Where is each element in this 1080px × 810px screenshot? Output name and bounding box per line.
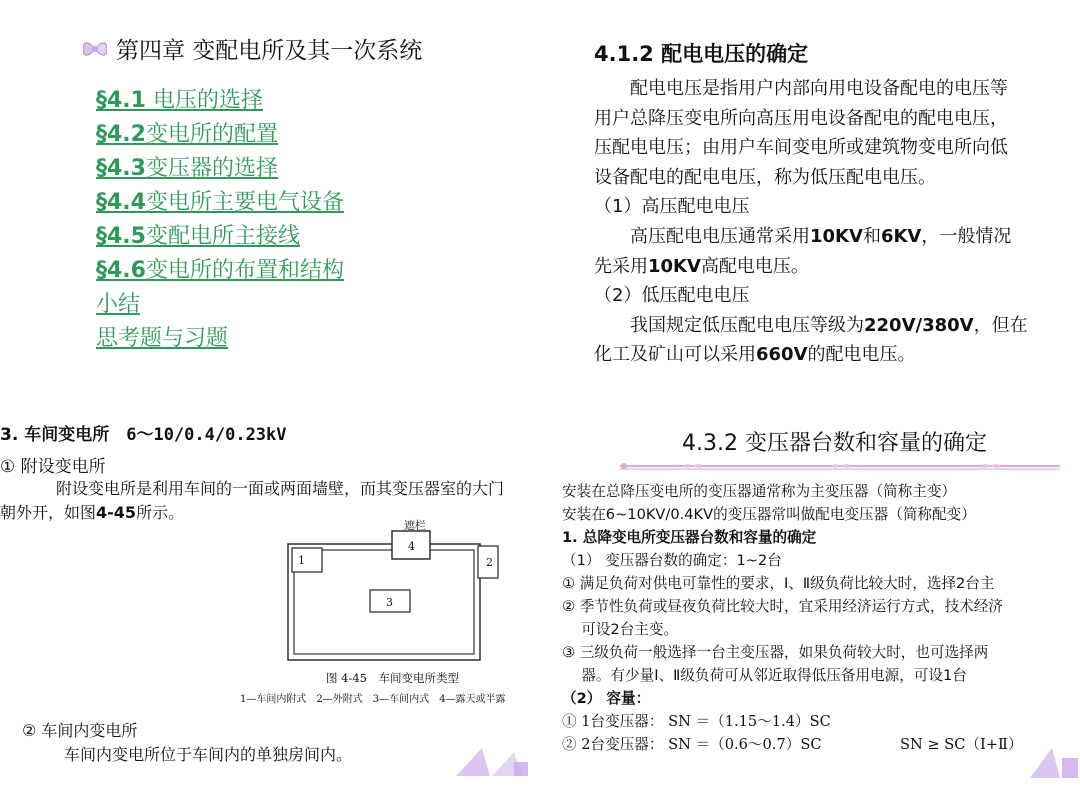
text-line: 化工及矿山可以采用660V的配电电压。 (594, 344, 916, 366)
formula-inequality: SN ≥ SC（Ⅰ+Ⅱ） (900, 736, 1023, 753)
fig-number-2: 2 (486, 556, 493, 569)
subsection-heading: 3. 车间变电所 6～10/0.4/0.23kV (0, 425, 287, 445)
formula-line: ① 1台变压器： SN ＝（1.15～1.4）SC (562, 713, 831, 730)
panel-transformer-capacity (548, 408, 1080, 780)
text-line: （2） 容量： (562, 690, 651, 707)
panel-workshop-substation (0, 408, 540, 780)
fig-number-4: 4 (408, 540, 415, 553)
corner-decoration-icon (452, 742, 532, 778)
corner-decoration-icon (1026, 740, 1080, 780)
text-line: 我国规定低压配电电压等级为220V/380V，但在 (594, 314, 1028, 336)
text-line: （2）低压配电电压 (594, 285, 750, 307)
text-line: 配电电压是指用户内部向用电设备配电的电压等 (594, 78, 1008, 99)
formula-line: ② 2台变压器： SN ＝（0.6～0.7）SC SN ≥ SC（Ⅰ+Ⅱ） (562, 733, 1003, 756)
text-line: （1）高压配电电压 (594, 196, 750, 218)
text-line: 1. 总降变电所变压器台数和容量的确定 (562, 529, 817, 546)
toc-link-4-2[interactable]: §4.2变电所的配置 (96, 122, 278, 147)
text-line: 设备配电的配电电压，称为低压配电电压。 (594, 166, 936, 188)
text-line: ③ 三级负荷一般选择一台主变压器，如果负荷较大时，也可选择两 (562, 644, 989, 661)
fig-number-3: 3 (386, 596, 393, 609)
fig-box-1 (292, 548, 322, 572)
toc-link-exercises[interactable]: 思考题与习题 (96, 326, 229, 351)
text-line: 可设2台主变。 (562, 621, 679, 638)
fig-number-1: 1 (298, 554, 305, 567)
toc-list (96, 86, 344, 358)
section-body (562, 480, 1023, 756)
text-line: ① 满足负荷对供电可靠性的要求，Ⅰ、Ⅱ级负荷比较大时，选择2台主 (562, 575, 995, 592)
text-line: 器。有少量Ⅰ、Ⅱ级负荷可从邻近取得低压备用电源，可设1台 (562, 667, 967, 684)
paragraph: 附设变电所是利用车间的一面或两面墙壁，而其变压器室的大门 (56, 479, 505, 498)
toc-link-4-5[interactable]: §4.5变配电所主接线 (96, 224, 300, 249)
section-heading: 4.1.2 配电电压的确定 (594, 42, 809, 66)
panel-distribution-voltage (546, 0, 1080, 400)
paragraph: 车间内变电所位于车间内的单独房间内。 (64, 745, 353, 764)
ribbon-icon (80, 34, 110, 64)
decorative-ribbon-divider (620, 460, 1060, 472)
chapter-title (80, 32, 422, 65)
figure-substation-types (280, 516, 520, 691)
text-line: 先采用10KV高配电电压。 (594, 255, 809, 277)
figure-legend: 1—车间内附式 2—外附式 3—车间内式 4—露天或半露 (240, 694, 506, 705)
text-line: 高压配电电压通常采用10KV和6KV，一般情况 (594, 225, 1012, 247)
toc-link-4-1[interactable]: §4.1 电压的选择 (96, 88, 263, 113)
chapter-title-text: 第四章 变配电所及其一次系统 (116, 38, 423, 64)
text-line: （1） 变压器台数的确定：1~2台 (562, 552, 782, 569)
toc-link-4-4[interactable]: §4.4变电所主要电气设备 (96, 190, 344, 215)
section-body (594, 74, 1080, 370)
text-line: 安装在总降压变电所的变压器通常称为主变压器（简称主变） (562, 483, 957, 500)
section-heading: 4.3.2 变压器台数和容量的确定 (682, 431, 987, 456)
text-line: 安装在6~10KV/0.4KV的变压器常叫做配电变压器（简称配变） (562, 506, 976, 523)
figure-caption: 图 4-45 车间变电所类型 (326, 671, 459, 685)
toc-link-4-3[interactable]: §4.3变压器的选择 (96, 156, 278, 181)
paragraph: 朝外开，如图4-45所示。 (0, 503, 185, 522)
toc-link-4-6[interactable]: §4.6变电所的布置和结构 (96, 258, 344, 283)
text-line: ② 季节性负荷或昼夜负荷比较大时，宜采用经济运行方式，技术经济 (562, 598, 1003, 615)
item-heading: ① 附设变电所 (0, 457, 106, 477)
toc-link-summary[interactable]: 小结 (96, 292, 141, 317)
text-line: 压配电电压；由用户车间变电所或建筑物变电所向低 (594, 137, 1008, 159)
fig-label-fence: 遮栏 (404, 519, 426, 532)
panel-chapter-toc (0, 0, 540, 400)
item-heading: ② 车间内变电所 (22, 721, 138, 740)
text-line: 用户总降压变电所向高压用电设备配电的配电电压， (594, 107, 1008, 129)
